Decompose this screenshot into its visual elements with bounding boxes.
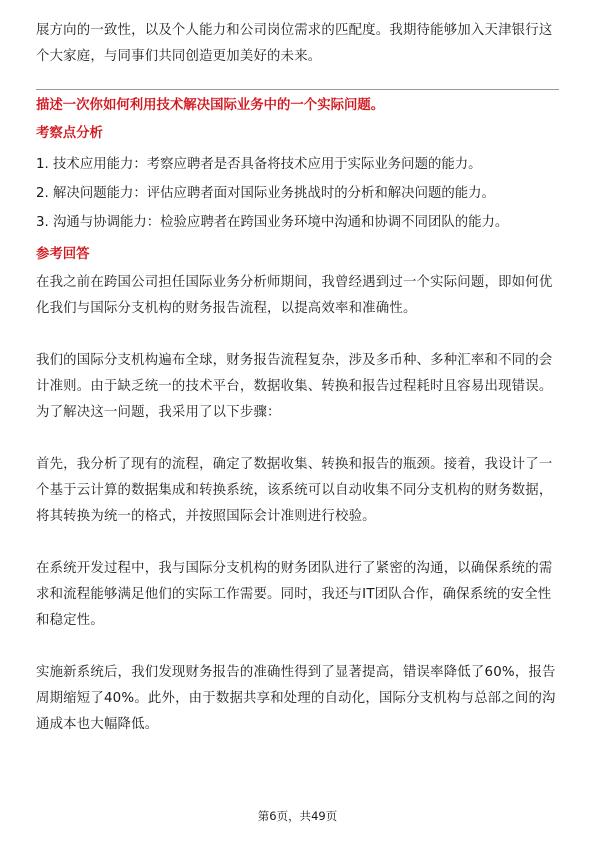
intro-paragraph: 展方向的一致性，以及个人能力和公司岗位需求的匹配度。我期待能够加入天津银行这个大家庭，与同事们共同创造更加美好的未来。 [36,23,553,64]
analysis-heading: 考察点分析 [36,126,103,141]
page-number: 第6页，共49页 [257,809,338,823]
section-divider [36,89,559,90]
analysis-point: 3. 沟通与协调能力：检验应聘者在跨国业务环境中沟通和协调不同团队的能力。 [36,215,509,230]
answer-paragraph: 我们的国际分支机构遍布全球，财务报告流程复杂，涉及多币种、多种汇率和不同的会计准则。由于缺乏统一的技术平台，数据收集、转换和报告过程耗时且容易出现错误。为了解决这一问题，我采用了以下步骤： [36,353,553,420]
analysis-points [36,150,559,237]
question-title: 描述一次你如何利用技术解决国际业务中的一个实际问题。 [36,98,385,113]
answer-paragraph: 首先，我分析了现有的流程，确定了数据收集、转换和报告的瓶颈。接着，我设计了一个基于云计算的数据集成和转换系统，该系统可以自动收集不同分支机构的财务数据，将其转换为统一的格式，并按照国际会计准则进行校验。 [36,457,553,524]
answer-paragraph: 实施新系统后，我们发现财务报告的准确性得到了显著提高，错误率降低了60%，报告周期缩短了40%。此外，由于数据共享和处理的自动化，国际分支机构与总部之间的沟通成本也大幅降低。 [36,665,556,732]
answer-paragraph: 在我之前在跨国公司担任国际业务分析师期间，我曾经遇到过一个实际问题，即如何优化我们与国际分支机构的财务报告流程，以提高效率和准确性。 [36,275,553,316]
analysis-point: 2. 解决问题能力：评估应聘者面对国际业务挑战时的分析和解决问题的能力。 [36,186,495,201]
answer-body [36,270,559,764]
answer-paragraph: 在系统开发过程中，我与国际分支机构的财务团队进行了紧密的沟通，以确保系统的需求和流程能够满足他们的实际工作需要。同时，我还与IT团队合作，确保系统的安全性和稳定性。 [36,561,553,628]
answer-heading: 参考回答 [36,247,90,262]
analysis-point: 1. 技术应用能力：考察应聘者是否具备将技术应用于实际业务问题的能力。 [36,157,482,172]
